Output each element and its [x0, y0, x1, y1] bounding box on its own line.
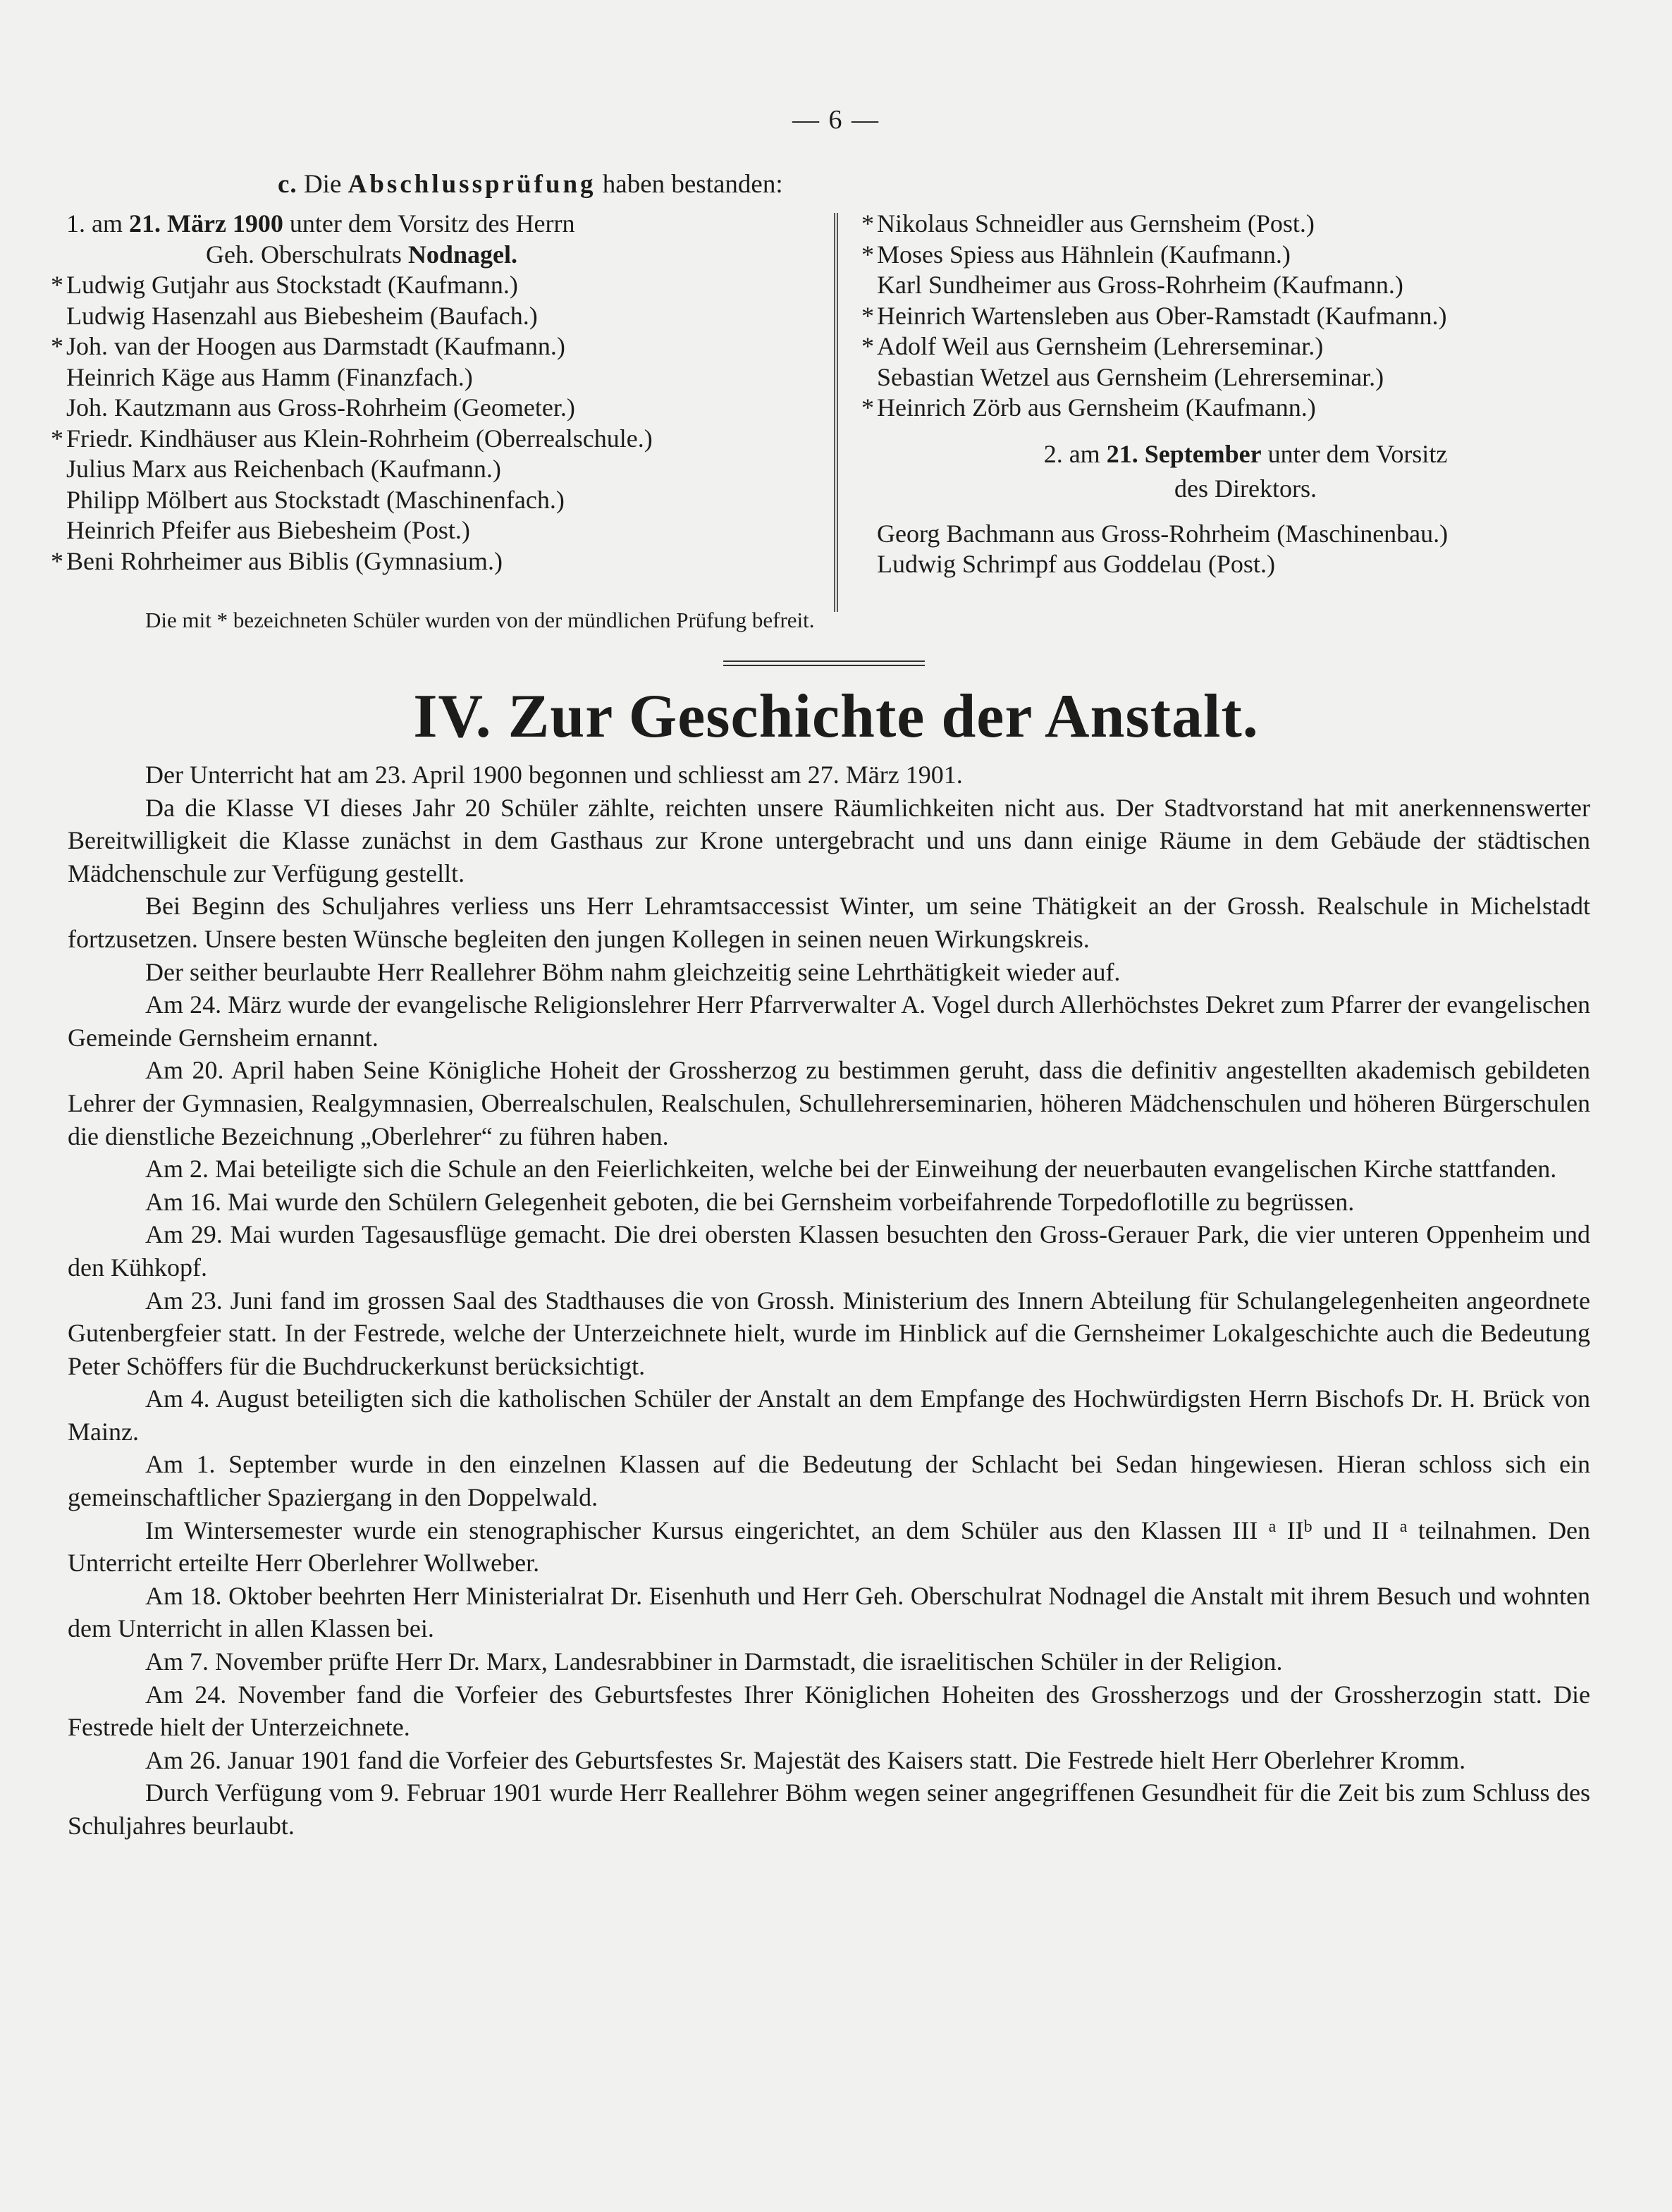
history-paragraph: Bei Beginn des Schuljahres verliess uns Herr Lehramtsaccessist Winter, um seine Thätigkeit an der Grossh. Realschule in Michelstadt fortzusetzen. Unsere besten Wünsche begleiten den jungen Kollegen in seinen neuen Wirkungskreis. — [68, 892, 1590, 953]
history-paragraph: Der seither beurlaubte Herr Reallehrer Böhm nahm gleichzeitig seine Lehrthätigkeit wieder auf. — [145, 957, 1121, 986]
column-divider — [834, 213, 838, 612]
student-entry: Ludwig Schrimpf aus Goddelau (Post.) — [877, 550, 1275, 578]
page-number: — 6 — — [792, 105, 880, 135]
history-text — [68, 758, 1590, 1843]
exam2-line2: des Direktors. — [1174, 474, 1317, 503]
exemption-mark: * — [51, 271, 63, 299]
history-paragraphs — [68, 758, 1590, 1514]
student-name: Heinrich Pfeifer aus Biebesheim (Post.) — [66, 516, 470, 544]
student-name: Ludwig Gutjahr aus Stockstadt (Kaufmann.) — [66, 271, 518, 299]
student-name: Joh. Kautzmann aus Gross-Rohrheim (Geometer.) — [66, 393, 575, 422]
student-entry — [44, 546, 833, 577]
student-entry — [44, 454, 833, 485]
student-name: Julius Marx aus Reichenbach (Kaufmann.) — [66, 455, 501, 483]
exemption-mark: * — [861, 209, 874, 238]
left-column — [44, 209, 833, 577]
section-iv-heading: IV. Zur Geschichte der Anstalt. — [413, 682, 1259, 751]
student-entry — [44, 331, 833, 362]
exam1-chair: unter dem Vorsitz des Herrn — [289, 209, 575, 238]
history-paragraph: Am 24. November fand die Vorfeier des Geburtsfestes Ihrer Königlichen Hoheiten des Grossherzogs und der Grossherzogin statt. Die Festrede hielt der Unterzeichnete. — [68, 1680, 1590, 1742]
student-name: Philipp Mölbert aus Stockstadt (Maschinenfach.) — [66, 485, 565, 514]
section-c-post: haben bestanden: — [602, 170, 783, 199]
history-paragraph: Am 2. Mai beteiligte sich die Schule an den Feierlichkeiten, welche bei der Einweihung der neuerbauten evangelischen Kirche stattfanden. — [145, 1155, 1557, 1184]
right-student-list — [854, 209, 1637, 424]
student-entry: Georg Bachmann aus Gross-Rohrheim (Maschinenbau.) — [877, 519, 1449, 548]
student-name: Heinrich Käge aus Hamm (Finanzfach.) — [66, 362, 473, 391]
student-name: Karl Sundheimer aus Gross-Rohrheim (Kaufmann.) — [877, 271, 1403, 299]
student-name: Heinrich Zörb aus Gernsheim (Kaufmann.) — [877, 393, 1316, 422]
kursus-paragraph: Im Wintersemester wurde ein stenographischer Kursus eingerichtet, an dem Schüler aus den Klassen III $^a$ $II^b$ und II $^a$ teilnahmen. Den Unterricht erteilte Herr Oberlehrer Wollweber. — [68, 1516, 1591, 1578]
left-student-list — [44, 270, 833, 577]
exam1-line1 — [44, 209, 833, 240]
student-entry — [44, 515, 833, 546]
exam2-chair: unter dem Vorsitz — [1267, 439, 1448, 468]
exemption-mark: * — [51, 332, 63, 360]
student-entry — [854, 362, 1637, 393]
student-name: Adolf Weil aus Gernsheim (Lehrerseminar.) — [877, 332, 1324, 360]
student-entry — [854, 270, 1637, 301]
student-name: Heinrich Wartensleben aus Ober-Ramstadt (Kaufmann.) — [877, 301, 1447, 330]
student-name: Moses Spiess aus Hähnlein (Kaufmann.) — [877, 240, 1291, 269]
history-paragraph: Am 20. April haben Seine Königliche Hoheit der Grossherzog zu bestimmen geruht, dass die definitiv angestellten akademisch gebildeten Lehrer der Gymnasien, Realgymnasien, Oberrealschulen, Realschulen, Schullehrerseminarien, höheren Mädchenschulen und höheren Bürgerschulen die dienstliche Bezeichnung „Oberlehrer“ zu führen haben. — [68, 1056, 1590, 1150]
history-paragraph: Am 23. Juni fand im grossen Saal des Stadthauses die von Grossh. Ministerium des Innern Abteilung für Schulangelegenheiten angeordnete Gutenbergfeier statt. In der Festrede, welche der Unterzeichnete hielt, wurde im Hinblick auf die Gernsheimer Lokalgeschichte auch die Bedeutung Peter Schöffers für die Buchdruckerkunst berücksichtigt. — [68, 1286, 1590, 1380]
exam2-prefix: 2. am — [1043, 439, 1100, 468]
exemption-mark: * — [51, 546, 63, 575]
exam1-line2 — [44, 240, 833, 271]
student-name: Sebastian Wetzel aus Gernsheim (Lehrerseminar.) — [877, 362, 1384, 391]
exam1-name: Nodnagel. — [407, 240, 517, 269]
section-c-heading: Abschlussprüfung — [348, 170, 596, 199]
student-entry — [854, 301, 1637, 332]
student-name: Friedr. Kindhäuser aus Klein-Rohrheim (Oberrealschule.) — [66, 424, 653, 453]
exemption-mark: * — [861, 240, 874, 269]
student-entry — [854, 240, 1637, 271]
section-c-title — [278, 169, 783, 199]
student-name: Joh. van der Hoogen aus Darmstadt (Kaufmann.) — [66, 332, 565, 360]
history-paragraph: Am 24. März wurde der evangelische Religionslehrer Herr Pfarrverwalter A. Vogel durch Allerhöchstes Dekret zum Pfarrer der evangelischen Gemeinde Gernsheim ernannt. — [68, 990, 1590, 1052]
student-entry — [854, 209, 1637, 240]
student-name: Ludwig Hasenzahl aus Biebesheim (Baufach.) — [66, 301, 538, 330]
right-column — [854, 209, 1637, 580]
exemption-mark: * — [861, 301, 874, 330]
exam1-title: Geh. Oberschulrats — [206, 240, 402, 269]
section-c-pre: Die — [303, 170, 342, 199]
exemption-mark: * — [861, 332, 874, 360]
student-entry — [44, 301, 833, 332]
history-paragraphs-2 — [68, 1580, 1590, 1843]
student-entry — [44, 393, 833, 424]
history-paragraph: Am 26. Januar 1901 fand die Vorfeier des Geburtsfestes Sr. Majestät des Kaisers statt. Die Festrede hielt Herr Oberlehrer Kromm. — [145, 1745, 1466, 1774]
history-paragraph: Am 7. November prüfte Herr Dr. Marx, Landesrabbiner in Darmstadt, die israelitischen Schüler in der Religion. — [145, 1647, 1283, 1676]
exam2-date: 21. September — [1106, 439, 1262, 468]
history-paragraph: Am 16. Mai wurde den Schülern Gelegenheit geboten, die bei Gernsheim vorbeifahrende Torpedoflotille zu begrüssen. — [145, 1187, 1355, 1216]
exam2-student-list — [854, 519, 1637, 580]
history-paragraph: Am 29. Mai wurden Tagesausflüge gemacht. Die drei obersten Klassen besuchten den Gross-Gerauer Park, die vier unteren Oppenheim und den Kühkopf. — [68, 1220, 1590, 1282]
student-name: Beni Rohrheimer aus Biblis (Gymnasium.) — [66, 546, 503, 575]
section-divider — [723, 660, 925, 666]
student-entry — [44, 424, 833, 455]
student-entry — [854, 393, 1637, 424]
history-paragraph: Am 18. Oktober beehrten Herr Ministerialrat Dr. Eisenhuth und Herr Geh. Oberschulrat Nodnagel die Anstalt mit ihrem Besuch und wohnten dem Unterricht in allen Klassen bei. — [68, 1581, 1590, 1643]
exemption-mark: * — [51, 424, 63, 453]
section-c-label: c. — [278, 170, 297, 199]
student-name: Nikolaus Schneidler aus Gernsheim (Post.) — [877, 209, 1315, 238]
history-paragraph: Am 4. August beteiligten sich die katholischen Schüler der Anstalt an dem Empfange des Hochwürdigsten Herrn Bischofs Dr. H. Brück von Mainz. — [68, 1384, 1590, 1446]
history-paragraph: Der Unterricht hat am 23. April 1900 begonnen und schliesst am 27. März 1901. — [145, 761, 963, 789]
student-entry — [854, 331, 1637, 362]
exam1-date: 21. März 1900 — [128, 209, 283, 238]
student-entry — [44, 362, 833, 393]
history-paragraph: Am 1. September wurde in den einzelnen Klassen auf die Bedeutung der Schlacht bei Sedan hingewiesen. Hieran schloss sich ein gemeinschaftlicher Spaziergang in den Doppelwald. — [68, 1450, 1590, 1512]
student-entry — [44, 270, 833, 301]
history-paragraph: Durch Verfügung vom 9. Februar 1901 wurde Herr Reallehrer Böhm wegen seiner angegriffenen Gesundheit für die Zeit bis zum Schluss des Schuljahres beurlaubt. — [68, 1778, 1590, 1840]
footnote: Die mit * bezeichneten Schüler wurden von der mündlichen Prüfung befreit. — [145, 608, 815, 632]
exam1-prefix: 1. am — [66, 209, 123, 238]
exam2-line1 — [854, 439, 1637, 470]
student-entry — [44, 485, 833, 516]
exemption-mark: * — [861, 393, 874, 422]
history-paragraph: Da die Klasse VI dieses Jahr 20 Schüler zählte, reichten unsere Räumlichkeiten nicht aus. Der Stadtvorstand hat mit anerkennenswerter Bereitwilligkeit die Klasse zunächst in dem Gasthaus zur Krone untergebracht und uns dann einige Räume in dem Gebäude der städtischen Mädchenschule zur Verfügung gestellt. — [68, 793, 1590, 887]
